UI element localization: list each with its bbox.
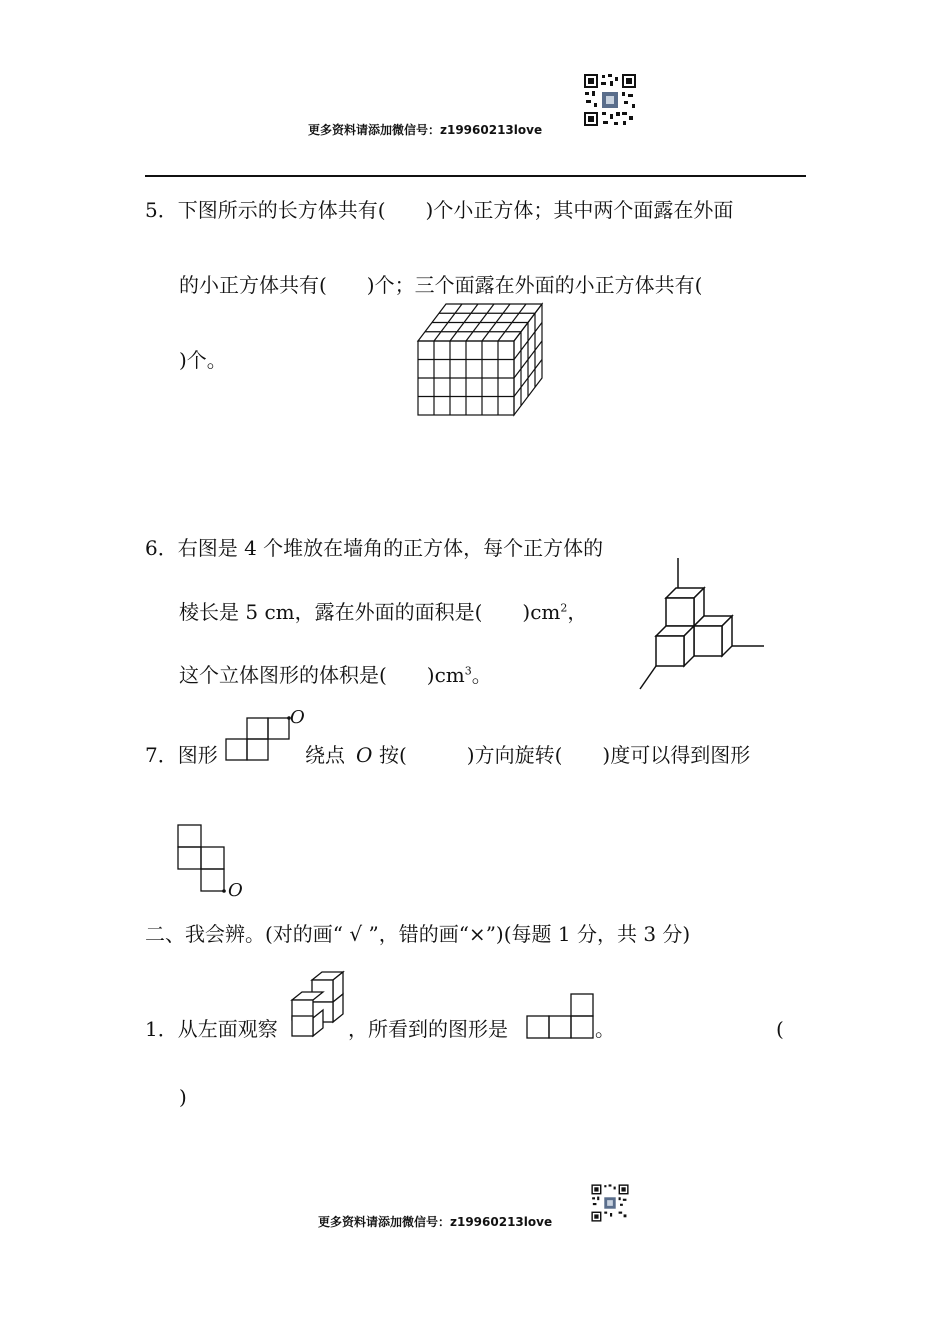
j1-text-start: 1．从左面观察: [145, 1017, 278, 1041]
q6-line-3-text: 这个立体图形的体积是( )cm: [179, 663, 465, 687]
q6-line-3-tail: 。: [471, 663, 492, 687]
q6-line-1: 6．右图是 4 个堆放在墙角的正方体，每个正方体的: [145, 536, 604, 560]
j1-answer-bracket-open[interactable]: (: [776, 1017, 784, 1041]
j1-left-view-figure: [525, 992, 595, 1040]
q7-rotated-shape-figure: [176, 823, 232, 895]
q6-line-3: [179, 663, 492, 687]
header-divider: [145, 175, 806, 177]
q6-line-2: [179, 600, 587, 624]
footer-text: 更多资料请添加微信号：z19960213love: [318, 1215, 553, 1229]
q5-line-1: 5．下图所示的长方体共有( )个小正方体；其中两个面露在外面: [145, 198, 734, 222]
q6-line-3-exponent: 3: [464, 664, 472, 678]
section-2-title: 二、我会辨。(对的画“ √ ”，错的画“×”)(每题 1 分，共 3 分): [145, 922, 691, 946]
q7-original-shape-figure: [225, 716, 295, 766]
q7-figure-point-label: O: [290, 707, 305, 728]
cubes-in-corner-figure: [636, 558, 768, 692]
q6-line-2-exponent: 2: [560, 601, 568, 615]
q7-point-o: O: [356, 743, 373, 767]
footer-qr-code-icon: [590, 1183, 630, 1223]
q5-line-3: )个。: [179, 348, 227, 372]
q7-label-start: 7．图形: [145, 743, 218, 767]
j1-stacked-cubes-figure: [290, 970, 348, 1042]
j1-text-end: 。: [595, 1017, 615, 1041]
q6-line-2-tail: ，: [567, 600, 588, 624]
q7-label-end: 按( )方向旋转( )度可以得到图形: [379, 743, 751, 767]
j1-answer-bracket-close[interactable]: ): [179, 1085, 187, 1109]
header-text: 更多资料请添加微信号：z19960213love: [308, 123, 543, 137]
q5-line-2: 的小正方体共有( )个；三个面露在外面的小正方体共有(: [179, 273, 703, 297]
j1-text-middle: ，所看到的图形是: [348, 1017, 508, 1041]
q6-line-2-text: 棱长是 5 cm，露在外面的面积是( )cm: [179, 600, 561, 624]
q7-label-middle: 绕点: [305, 743, 345, 767]
qr-code-icon: [582, 72, 638, 128]
cuboid-of-small-cubes-figure: [416, 302, 548, 418]
q7-rotated-point-label: O: [228, 880, 243, 901]
